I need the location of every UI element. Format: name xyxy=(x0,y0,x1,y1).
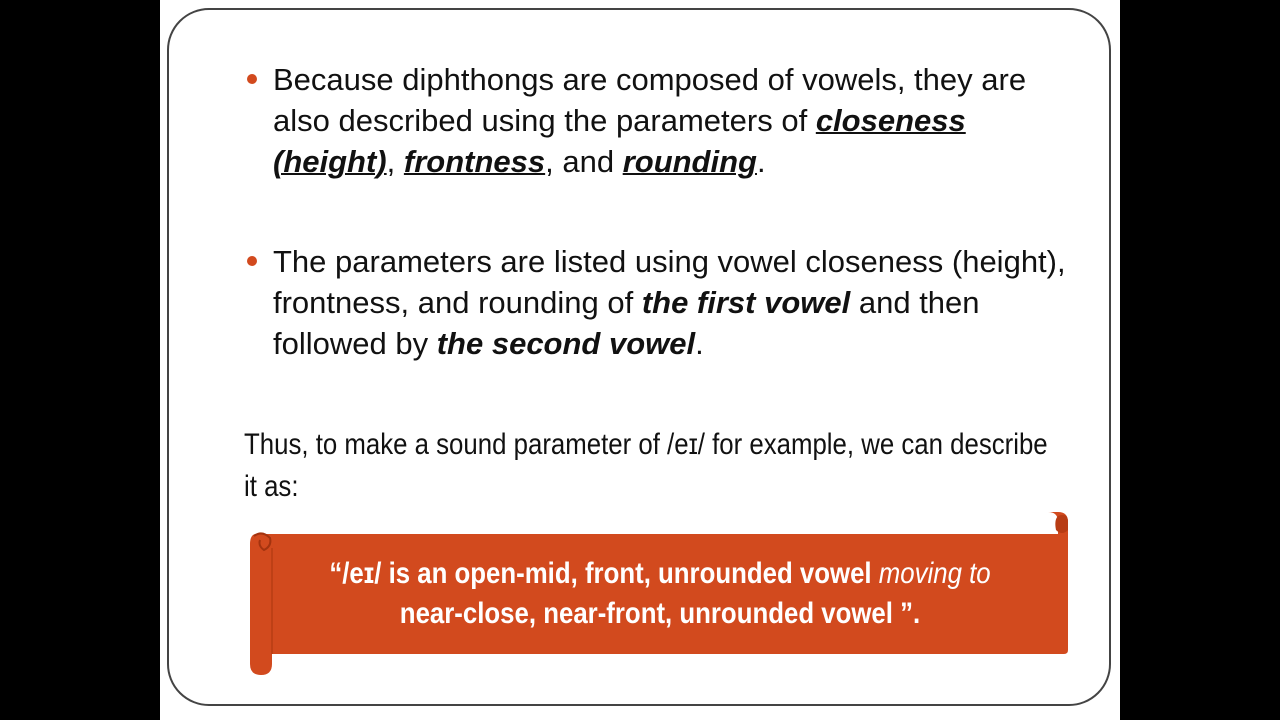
bullet-dot-icon xyxy=(247,74,257,84)
text: . xyxy=(695,326,704,361)
text: , and xyxy=(545,144,623,179)
emphasis-rounding: rounding xyxy=(622,144,757,179)
bullet-1 xyxy=(273,59,1073,182)
text: The parameters are listed using vowel closeness (height), frontness, and rounding of xyxy=(273,244,1066,320)
text: Because diphthongs are composed of vowels, they are also described using the parameters of xyxy=(273,62,1027,138)
banner-quote xyxy=(307,554,1012,634)
slide xyxy=(160,0,1120,720)
emphasis-second-vowel: the second vowel xyxy=(436,326,696,361)
bullet-dot-icon xyxy=(247,256,257,266)
text: , xyxy=(386,144,404,179)
text: “/eɪ/ is an open-mid, front, unrounded vowel xyxy=(329,557,879,590)
text: . xyxy=(756,144,766,179)
emphasis-frontness: frontness xyxy=(403,144,546,179)
scroll-banner xyxy=(250,512,1070,677)
text: near-close, near-front, unrounded vowel ”. xyxy=(399,597,921,630)
text-italic: moving to xyxy=(878,557,991,590)
emphasis-first-vowel: the first vowel xyxy=(641,285,851,320)
bullet-2 xyxy=(273,241,1073,364)
emphasis-closeness: closeness (height) xyxy=(273,103,966,179)
text: and then followed by xyxy=(273,285,980,361)
paragraph: Thus, to make a sound parameter of /eɪ/ for example, we can describe it as: xyxy=(244,428,1048,503)
